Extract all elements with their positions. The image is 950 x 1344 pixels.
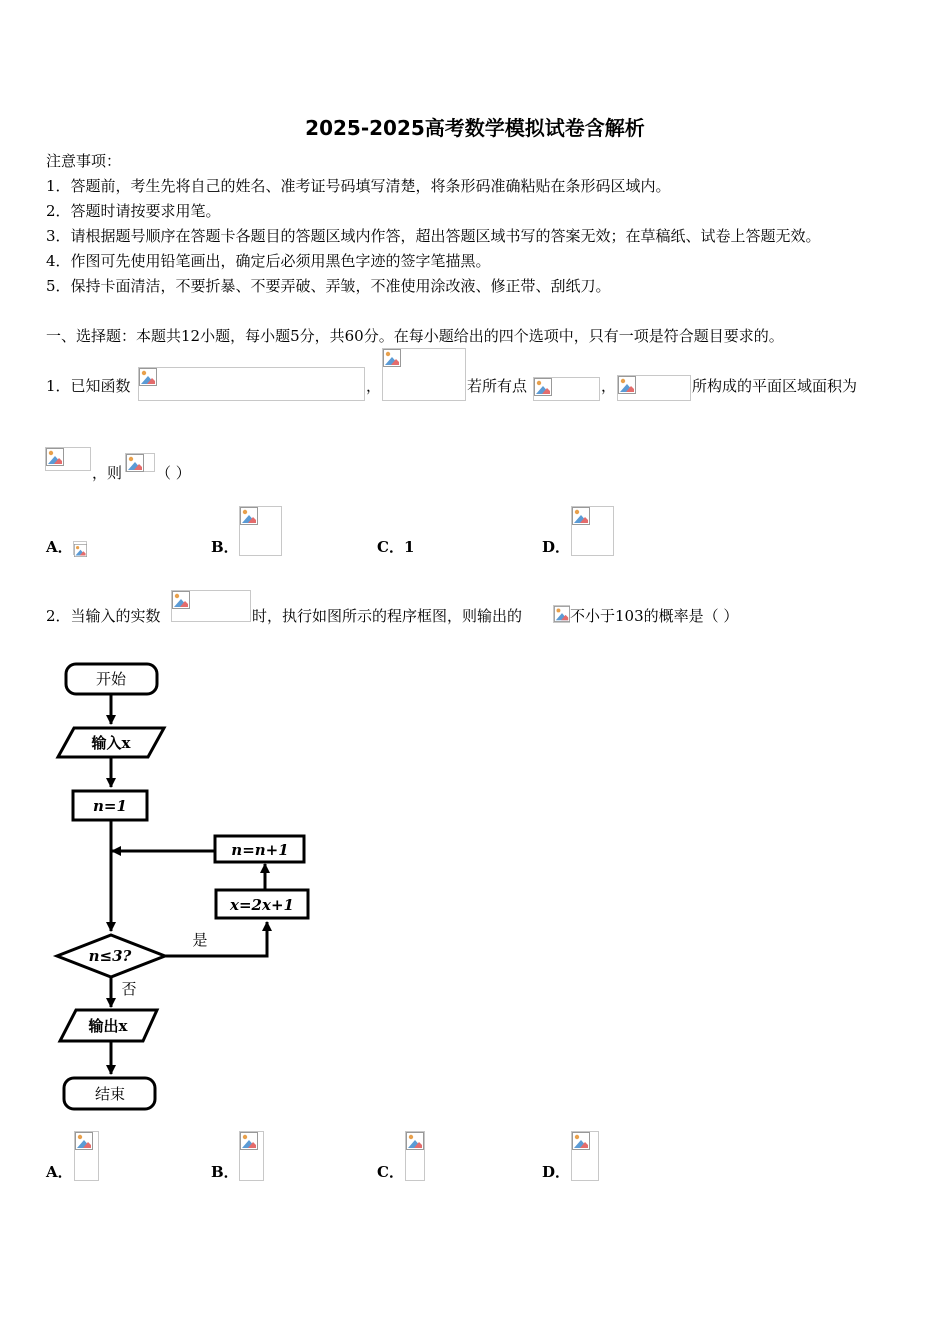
- q1-line2: ，则: [92, 464, 123, 482]
- formula-image: [571, 1131, 599, 1181]
- q2-mid: 时，执行如图所示的程序框图，则输出的: [252, 607, 523, 625]
- broken-image-icon: [139, 368, 157, 386]
- flow-update-x-label: x=2x+1: [230, 896, 294, 914]
- q1-paren: （ ）: [156, 464, 191, 482]
- formula-image: [239, 1131, 264, 1181]
- broken-image-icon: [126, 454, 144, 472]
- broken-image-icon: [383, 349, 401, 367]
- broken-image-icon: [74, 542, 87, 555]
- broken-image-icon: [406, 1132, 424, 1150]
- flow-yes-label: 是: [192, 931, 208, 949]
- formula-image: [45, 447, 91, 471]
- section-heading: 一、选择题：本题共12小题，每小题5分，共60分。在每小题给出的四个选项中，只有一项是符合题目要求的。: [46, 327, 784, 345]
- formula-image: [138, 367, 365, 401]
- formula-image: [125, 453, 155, 472]
- option-d[interactable]: D．: [542, 538, 571, 556]
- option-b[interactable]: B．: [211, 1163, 239, 1181]
- flow-decision-label: n≤3?: [88, 947, 132, 965]
- q2-prefix: 2．当输入的实数: [46, 607, 161, 625]
- flow-update-n-label: n=n+1: [231, 841, 289, 859]
- formula-image: [617, 375, 691, 401]
- q1-prefix: 1．已知函数: [46, 377, 131, 395]
- flowchart: [40, 650, 330, 1120]
- broken-image-icon: [534, 378, 552, 396]
- broken-image-icon: [572, 507, 590, 525]
- broken-image-icon: [46, 448, 64, 466]
- formula-image: [171, 590, 251, 622]
- broken-image-icon: [572, 1132, 590, 1150]
- q2-suffix: 不小于103的概率是（ ）: [570, 607, 739, 625]
- notice-heading: 注意事项：: [46, 152, 122, 170]
- notice-item: 4．作图可先使用铅笔画出，确定后必须用黑色字迹的签字笔描黑。: [46, 252, 491, 270]
- notice-item: 5．保持卡面清洁，不要折暴、不要弄破、弄皱，不准使用涂改液、修正带、刮纸刀。: [46, 277, 611, 295]
- formula-image: [553, 605, 570, 623]
- notice-item: 2．答题时请按要求用笔。: [46, 202, 221, 220]
- option-d[interactable]: D．: [542, 1163, 571, 1181]
- formula-image: [405, 1131, 425, 1181]
- flow-input-label: 输入x: [91, 734, 131, 752]
- flow-init-label: n=1: [93, 797, 127, 815]
- flow-no-label: 否: [121, 980, 137, 998]
- formula-image: [73, 541, 87, 555]
- flow-output-label: 输出x: [88, 1017, 128, 1035]
- flow-end-label: 结束: [94, 1085, 126, 1103]
- broken-image-icon: [172, 591, 190, 609]
- formula-image: [571, 506, 614, 556]
- option-a[interactable]: A．: [46, 1163, 73, 1181]
- option-b[interactable]: B．: [211, 538, 239, 556]
- formula-image: [382, 348, 466, 401]
- broken-image-icon: [554, 606, 570, 622]
- broken-image-icon: [75, 1132, 93, 1150]
- q1-suffix: 所构成的平面区域面积为: [692, 377, 858, 395]
- notice-item: 1．答题前，考生先将自己的姓名、准考证号码填写清楚，将条形码准确粘贴在条形码区域内。: [46, 177, 671, 195]
- broken-image-icon: [618, 376, 636, 394]
- notice-item: 3．请根据题号顺序在答题卡各题目的答题区域内作答，超出答题区域书写的答案无效；在草稿纸、试卷上答题无效。: [46, 227, 821, 245]
- q1-mid: 若所有点: [467, 377, 528, 395]
- formula-image: [533, 377, 600, 401]
- flow-start-label: 开始: [95, 670, 127, 688]
- broken-image-icon: [240, 507, 258, 525]
- option-c[interactable]: C．1: [377, 538, 415, 556]
- q1-comma: ，: [366, 377, 382, 395]
- q1-comma: ，: [601, 377, 617, 395]
- formula-image: [239, 506, 282, 556]
- option-c[interactable]: C．: [377, 1163, 404, 1181]
- formula-image: [74, 1131, 99, 1181]
- broken-image-icon: [240, 1132, 258, 1150]
- page-title: 2025-2025高考数学模拟试卷含解析: [305, 116, 645, 140]
- flow-arrow: [165, 922, 267, 956]
- option-a[interactable]: A．: [46, 538, 73, 556]
